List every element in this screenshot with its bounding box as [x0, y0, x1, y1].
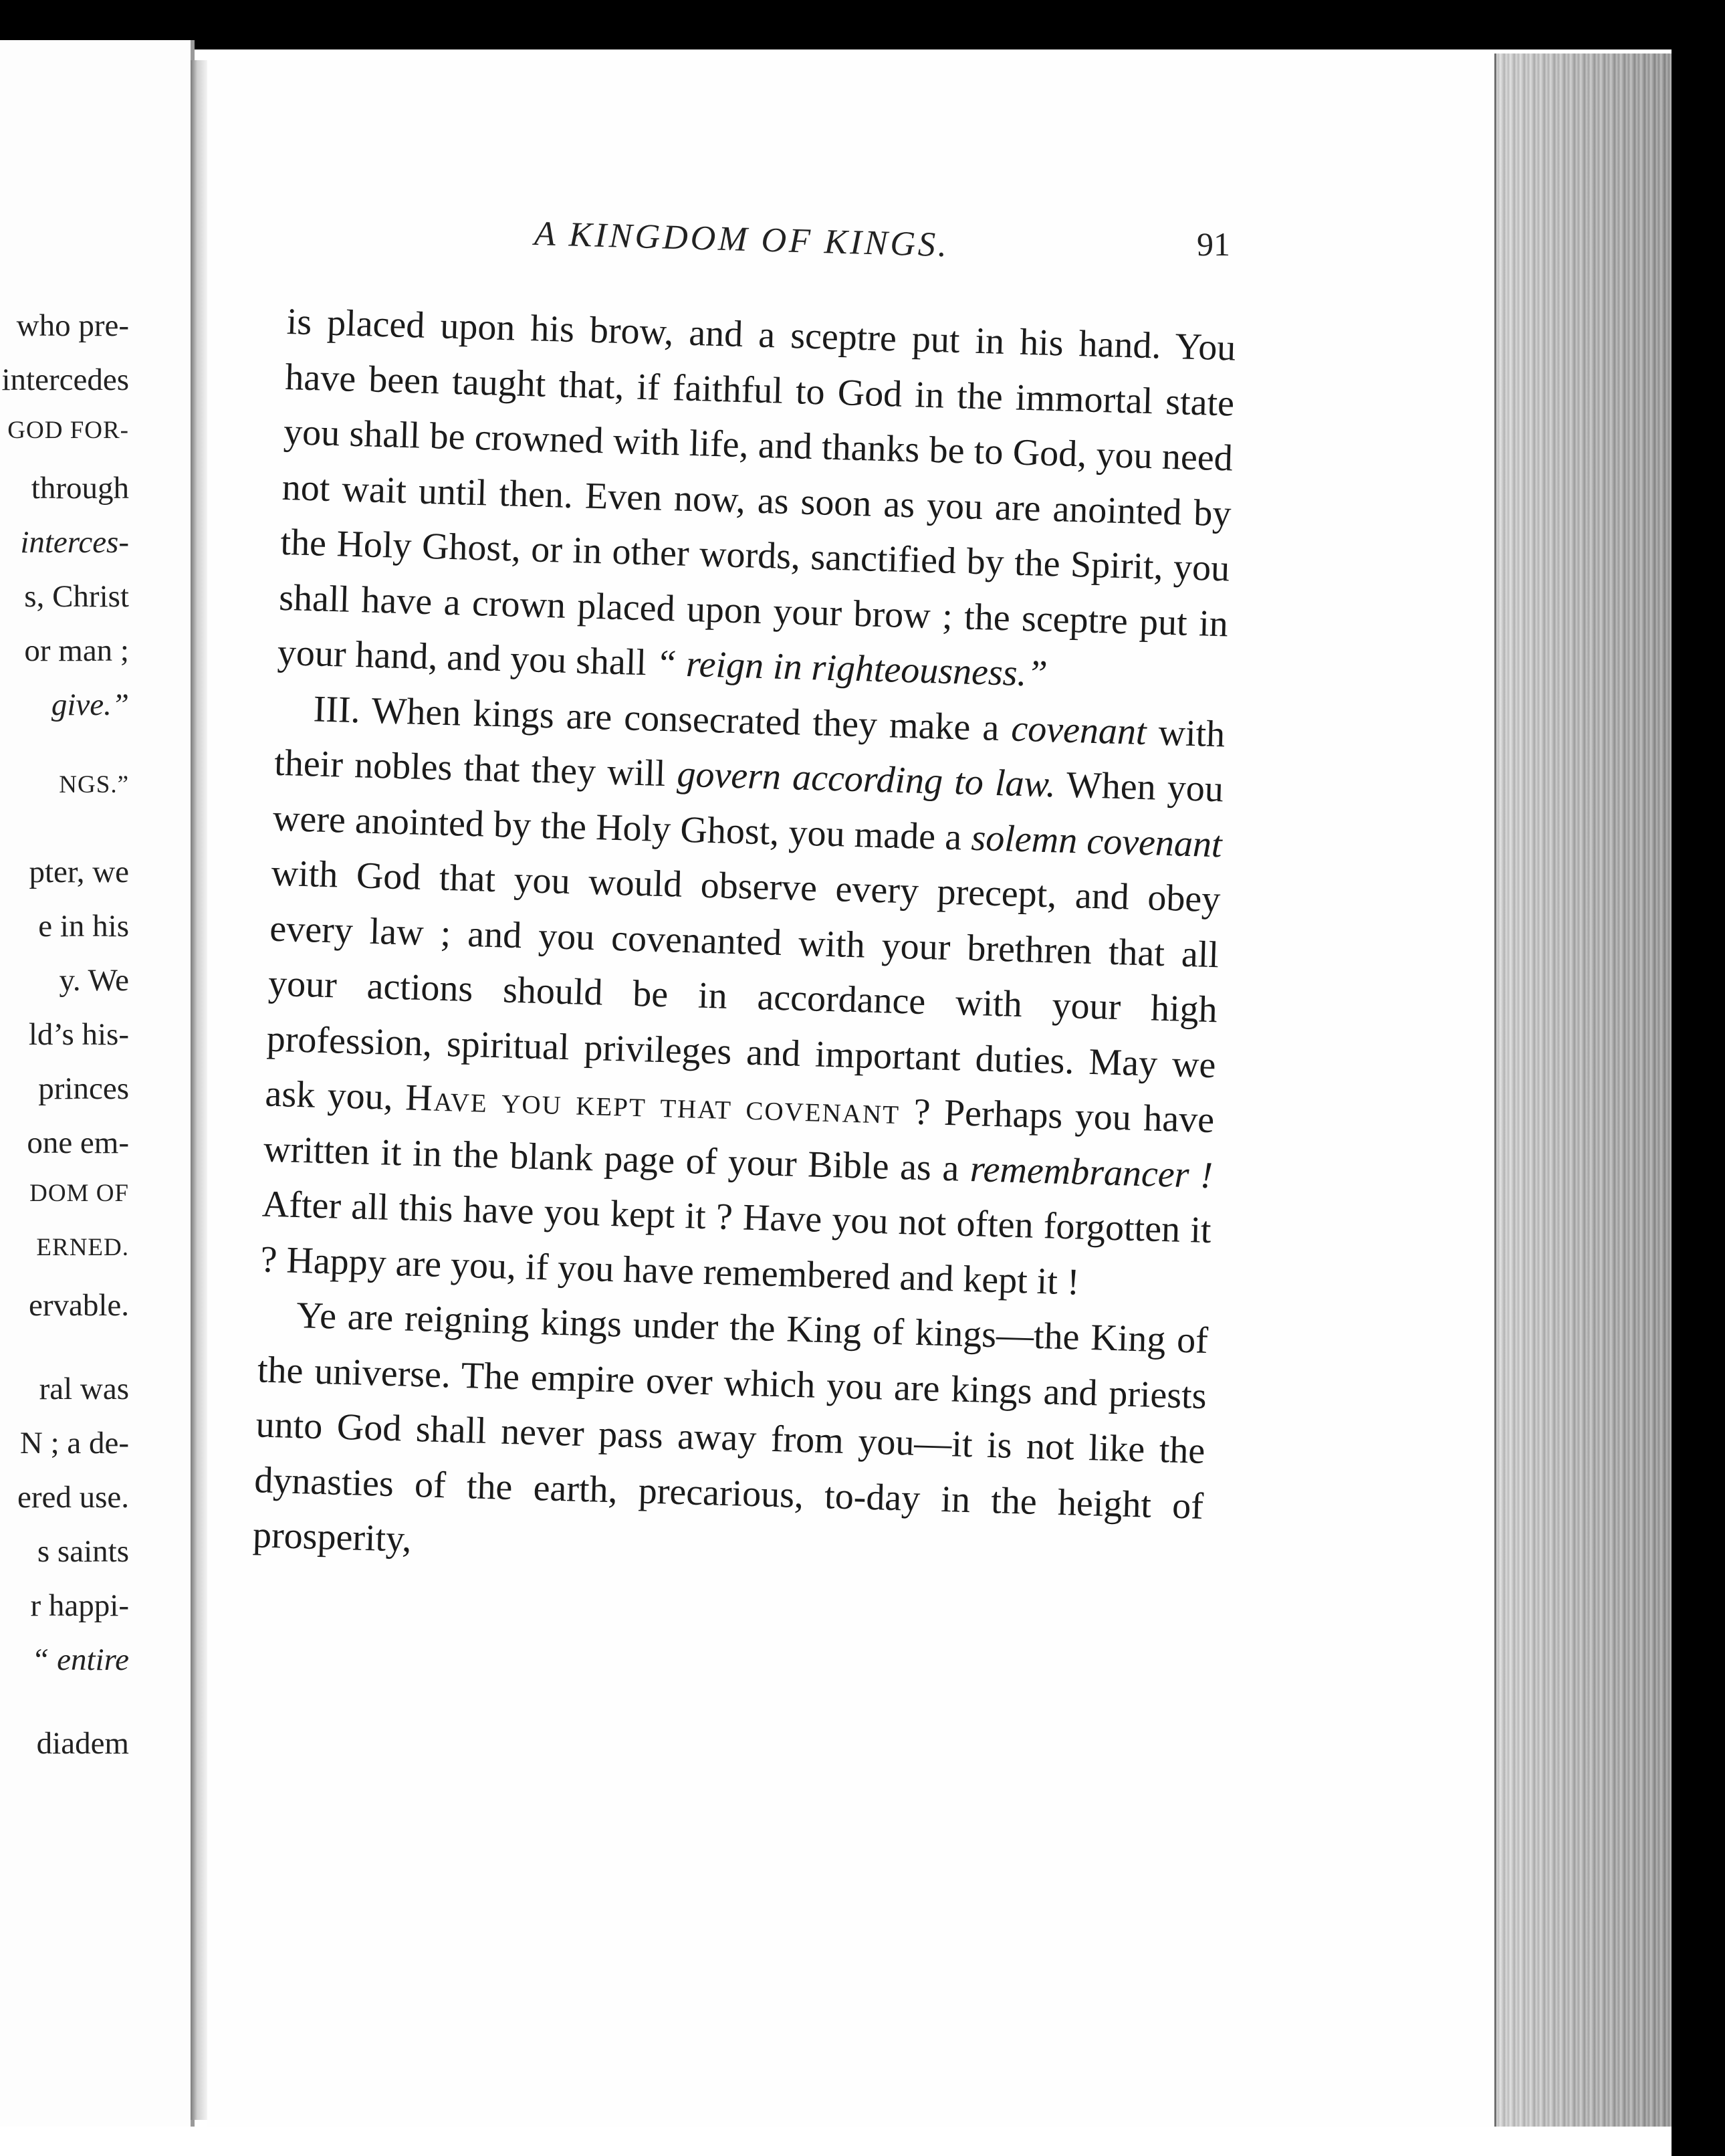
paragraph-2-text-f: After all this have you kept it ? Have you not often forgotten it ? Happy are you, if you have remembered and kept it ! — [259, 1183, 1212, 1303]
left-page-line: e in his — [38, 909, 129, 944]
page-body-text — [252, 294, 1236, 1589]
left-page-line: intercedes — [1, 362, 129, 397]
left-page-line: pter, we — [29, 855, 129, 889]
left-page-line: s saints — [37, 1534, 129, 1569]
left-page-fragment — [0, 40, 195, 2127]
page-number: 91 — [1197, 225, 1230, 263]
paragraph-2-italic-solemn-covenant: solemn covenant — [970, 817, 1223, 865]
paragraph-2-text-a: III. When kings are consecrated they make a — [312, 687, 1012, 749]
paragraph-2-text-b: with their nobles that they will — [273, 711, 1226, 795]
left-page-line: through — [31, 471, 129, 506]
left-page-line: r happi- — [30, 1588, 129, 1623]
paragraph-3 — [252, 1287, 1209, 1589]
left-page-line: GOD FOR- — [7, 417, 129, 444]
left-page-line: one em- — [27, 1125, 129, 1160]
paragraph-1 — [277, 294, 1237, 707]
left-page-line: princes — [38, 1071, 129, 1106]
paragraph-2-italic-govern: govern according to law. — [676, 753, 1056, 806]
scan-right-border — [1672, 0, 1725, 2156]
left-page-line: NGS.” — [59, 771, 129, 798]
book-fore-edge — [1494, 53, 1680, 2127]
left-page-line: y. We — [59, 963, 129, 998]
left-page-line: ervable. — [28, 1288, 129, 1323]
paragraph-2-text-c: When you were anointed by the Holy Ghost, you made a — [272, 764, 1224, 859]
left-page-line: ral was — [39, 1372, 129, 1406]
running-head: A KINGDOM OF KINGS. — [534, 214, 950, 265]
left-page-line: ered use. — [17, 1480, 129, 1515]
paragraph-1-text: is placed upon his brow, and a sceptre put in his hand. You have been taught that, if faithful to God in the immortal state you shall be crowned with life, and thanks be to God, you need not wait until then. Even now, as soon as you are anointed by the Holy Ghost, or in other words, sanctified by the Spirit, you shall have a crown placed upon your brow ; the sceptre put in your hand, and you shall — [277, 300, 1237, 684]
paragraph-2 — [260, 680, 1226, 1313]
paragraph-2-text-d: with God that you would observe every precept, and obey every law ; and you covenanted with your brethren that all your actions should be in accordance with your high profession, spiritual privileges and important duties. May we ask you, — [264, 852, 1222, 1119]
paragraph-2-italic-covenant: covenant — [1010, 707, 1147, 753]
left-page-line: give.” — [51, 687, 129, 722]
left-page-line: ERNED. — [36, 1234, 129, 1261]
left-page-line: N ; a de- — [19, 1426, 129, 1461]
book-gutter — [191, 60, 207, 2120]
scan-top-border — [0, 0, 1725, 49]
left-page-line: diadem — [36, 1726, 129, 1761]
paragraph-2-smallcaps-question: Have you kept that covenant ? — [405, 1077, 933, 1134]
paragraph-2-text-e: Perhaps you have written it in the blank page of your Bible as a — [263, 1091, 1215, 1190]
left-page-line: or man ; — [24, 633, 129, 668]
left-page-line: ld’s his- — [28, 1017, 129, 1052]
left-page-line: “ entire — [31, 1642, 129, 1677]
paragraph-1-quote: “ reign in righteousness.” — [655, 642, 1048, 695]
paragraph-2-italic-remembrancer: remembrancer ! — [969, 1148, 1214, 1196]
paragraph-3-text: Ye are reigning kings under the King of kings—the King of the universe. The empire over which you are kings and priests unto God shall never pass away from you—it is not like the dynasties of the earth, precarious, to-day in the height of prosperity, — [252, 1294, 1209, 1560]
left-page-line: who pre- — [16, 308, 129, 343]
left-page-line: DOM OF — [29, 1180, 129, 1207]
left-page-line: s, Christ — [24, 579, 129, 614]
left-page-line: interces- — [20, 525, 129, 560]
